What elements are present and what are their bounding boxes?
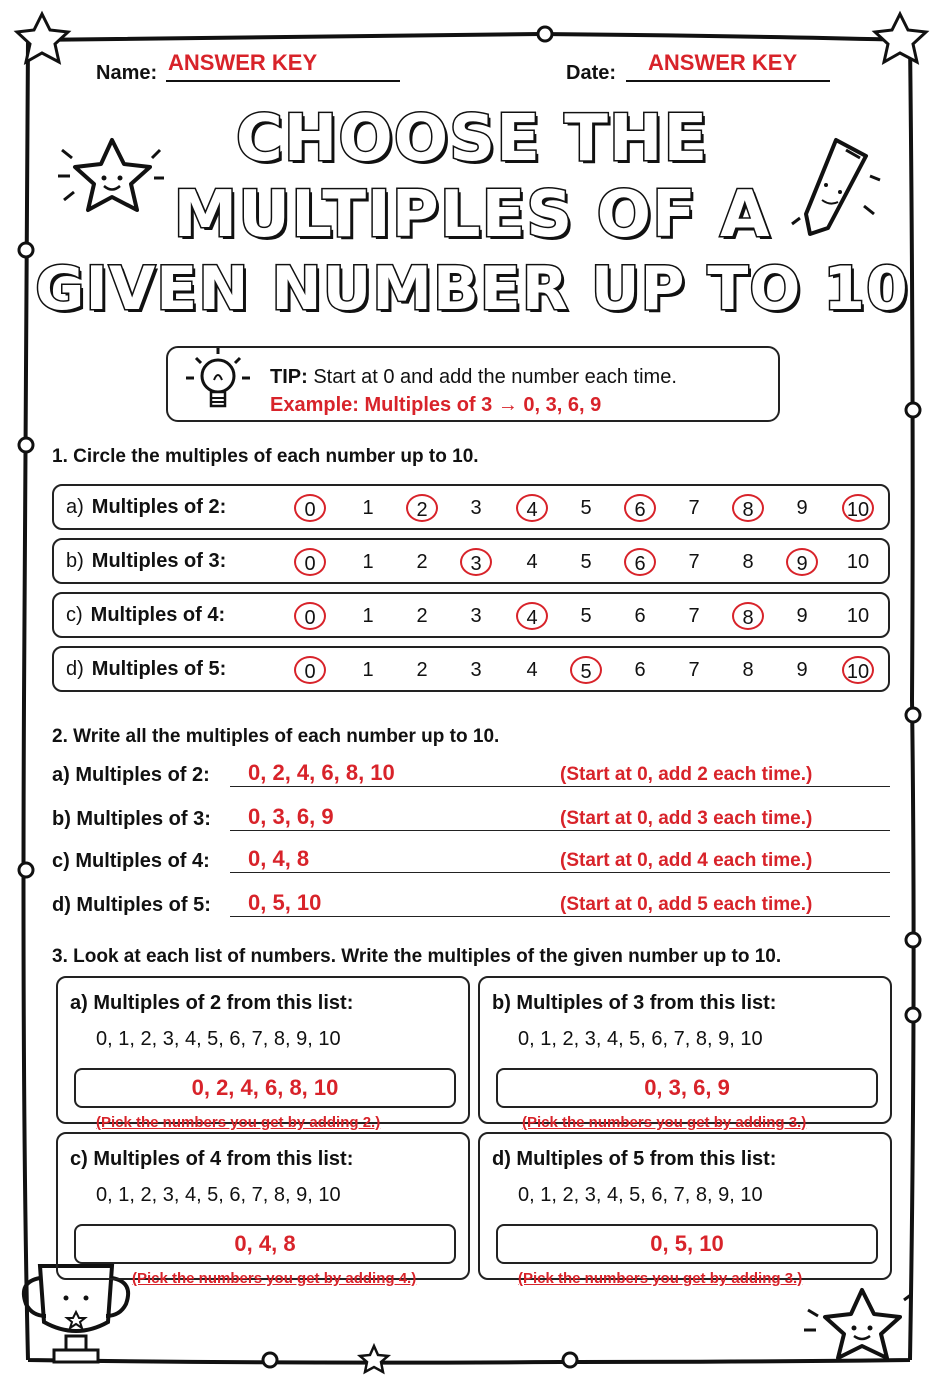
q2-answer: 0, 3, 6, 9 [248, 804, 334, 829]
circled-number[interactable]: 4 [516, 494, 548, 522]
name-field[interactable] [166, 48, 400, 82]
q1-row-label [66, 658, 226, 681]
q2-hint: (Start at 0, add 4 each time.) [560, 850, 813, 871]
q3-card-list: 0, 1, 2, 3, 4, 5, 6, 7, 8, 9, 10 [518, 1028, 763, 1050]
number[interactable]: 6 [634, 605, 646, 627]
q3-card [478, 976, 892, 1131]
q2-answer: 0, 2, 4, 6, 8, 10 [248, 760, 395, 785]
number[interactable]: 1 [362, 551, 374, 573]
q1-row-letter: c) [66, 604, 83, 626]
number[interactable]: 7 [688, 551, 700, 573]
q1-row-label [66, 604, 225, 627]
q1-row [52, 646, 890, 692]
number[interactable]: 7 [688, 659, 700, 681]
number[interactable]: 3 [470, 497, 482, 519]
q3-card [56, 976, 470, 1131]
circled-number[interactable]: 0 [294, 548, 326, 576]
tip-example: Example: Multiples of 3 → 0, 3, 6, 9 [270, 394, 602, 416]
circled-number[interactable]: 9 [786, 548, 818, 576]
q3-card-list: 0, 1, 2, 3, 4, 5, 6, 7, 8, 9, 10 [96, 1184, 341, 1206]
q2-row-label: a) Multiples of 2: [52, 764, 210, 786]
q3-answer-box[interactable]: 0, 5, 10 [496, 1224, 878, 1264]
number[interactable]: 4 [526, 551, 538, 573]
circled-number[interactable]: 4 [516, 602, 548, 630]
q1-row-text: Multiples of 2: [91, 496, 227, 518]
circled-number[interactable]: 2 [406, 494, 438, 522]
q3-card-title: a) Multiples of 2 from this list: [70, 992, 354, 1014]
smiling-star-icon [804, 1290, 912, 1358]
q1-row-label [66, 550, 226, 573]
title-line-2: MULTIPLES OF A [173, 178, 771, 252]
number[interactable]: 2 [416, 551, 428, 573]
tip-box [166, 346, 780, 422]
circled-number[interactable]: 6 [624, 494, 656, 522]
q3-card-hint: (Pick the numbers you get by adding 3.) [518, 1270, 803, 1287]
name-label: Name: [96, 62, 158, 84]
number[interactable]: 1 [362, 605, 374, 627]
date-field[interactable] [626, 48, 830, 82]
corner-star-icon [17, 14, 68, 62]
number[interactable]: 8 [742, 551, 754, 573]
number[interactable]: 2 [416, 659, 428, 681]
q1-row [52, 484, 890, 530]
q2-answer-line[interactable] [230, 872, 890, 873]
title-line-1: CHOOSE THE [235, 102, 709, 176]
q1-row [52, 592, 890, 638]
q1-row-label [66, 496, 226, 519]
number[interactable]: 3 [470, 605, 482, 627]
title-line-3: GIVEN NUMBER UP TO 10 [35, 254, 909, 324]
circled-number[interactable]: 5 [570, 656, 602, 684]
q3-title: 3. Look at each list of numbers. Write the multiples of the given number up to 10. [52, 946, 782, 967]
tip-text [270, 366, 677, 389]
q3-card-hint: (Pick the numbers you get by adding 4.) [132, 1270, 417, 1287]
q2-title: 2. Write all the multiples of each number up to 10. [52, 726, 500, 747]
circled-number[interactable]: 8 [732, 602, 764, 630]
q3-answer-box[interactable]: 0, 3, 6, 9 [496, 1068, 878, 1108]
number[interactable]: 2 [416, 605, 428, 627]
number[interactable]: 3 [470, 659, 482, 681]
number[interactable]: 7 [688, 605, 700, 627]
q1-row-text: Multiples of 4: [90, 604, 226, 626]
number[interactable]: 1 [362, 497, 374, 519]
trophy-icon [24, 1266, 128, 1362]
q2-answer: 0, 4, 8 [248, 846, 310, 871]
q3-card-title: d) Multiples of 5 from this list: [492, 1148, 777, 1170]
q3-card-hint: (Pick the numbers you get by adding 2.) [96, 1114, 381, 1131]
q1-row-text: Multiples of 3: [91, 550, 227, 572]
circled-number[interactable]: 0 [294, 656, 326, 684]
q2-row-label: d) Multiples of 5: [52, 894, 211, 916]
q3-card-title: c) Multiples of 4 from this list: [70, 1148, 354, 1170]
q1-title: 1. Circle the multiples of each number up to 10. [52, 446, 479, 467]
number[interactable]: 9 [796, 497, 808, 519]
q3-card-list: 0, 1, 2, 3, 4, 5, 6, 7, 8, 9, 10 [96, 1028, 341, 1050]
circled-number[interactable]: 0 [294, 494, 326, 522]
q3-card [56, 1132, 470, 1287]
q3-answer-box[interactable]: 0, 4, 8 [74, 1224, 456, 1264]
q3-card [478, 1132, 892, 1287]
circled-number[interactable]: 8 [732, 494, 764, 522]
number[interactable]: 6 [634, 659, 646, 681]
number[interactable]: 8 [742, 659, 754, 681]
corner-star-icon [875, 14, 926, 62]
number[interactable]: 10 [846, 605, 870, 627]
q2-hint: (Start at 0, add 2 each time.) [560, 764, 813, 785]
q3-card-list: 0, 1, 2, 3, 4, 5, 6, 7, 8, 9, 10 [518, 1184, 763, 1206]
q2-hint: (Start at 0, add 3 each time.) [560, 808, 813, 829]
q2-hint: (Start at 0, add 5 each time.) [560, 894, 813, 915]
date-value: ANSWER KEY [648, 50, 798, 75]
number[interactable]: 10 [846, 551, 870, 573]
number[interactable]: 4 [526, 659, 538, 681]
circled-number[interactable]: 0 [294, 602, 326, 630]
circled-number[interactable]: 3 [460, 548, 492, 576]
q1-row-text: Multiples of 5: [91, 658, 227, 680]
number[interactable]: 9 [796, 659, 808, 681]
circled-number[interactable]: 10 [842, 656, 874, 684]
q3-card-hint: (Pick the numbers you get by adding 3.) [522, 1114, 807, 1131]
circled-number[interactable]: 6 [624, 548, 656, 576]
number[interactable]: 5 [580, 605, 592, 627]
q3-answer-box[interactable]: 0, 2, 4, 6, 8, 10 [74, 1068, 456, 1108]
tip-label: TIP: [270, 366, 308, 388]
q3-card-title: b) Multiples of 3 from this list: [492, 992, 777, 1014]
number[interactable]: 9 [796, 605, 808, 627]
q1-row-letter: a) [66, 496, 84, 518]
q2-answer-line[interactable] [230, 830, 890, 831]
number[interactable]: 5 [580, 497, 592, 519]
q1-row-letter: b) [66, 550, 84, 572]
number[interactable]: 5 [580, 551, 592, 573]
date-label: Date: [566, 62, 617, 84]
q2-answer: 0, 5, 10 [248, 890, 322, 915]
q1-row [52, 538, 890, 584]
name-value: ANSWER KEY [168, 50, 318, 75]
q2-row-label: c) Multiples of 4: [52, 850, 210, 872]
number[interactable]: 1 [362, 659, 374, 681]
q1-row-letter: d) [66, 658, 84, 680]
tip-body: Start at 0 and add the number each time. [313, 366, 677, 388]
lightbulb-icon [178, 342, 258, 422]
q2-answer-line[interactable] [230, 786, 890, 787]
number[interactable]: 7 [688, 497, 700, 519]
circled-number[interactable]: 10 [842, 494, 874, 522]
q2-answer-line[interactable] [230, 916, 890, 917]
q2-row-label: b) Multiples of 3: [52, 808, 211, 830]
